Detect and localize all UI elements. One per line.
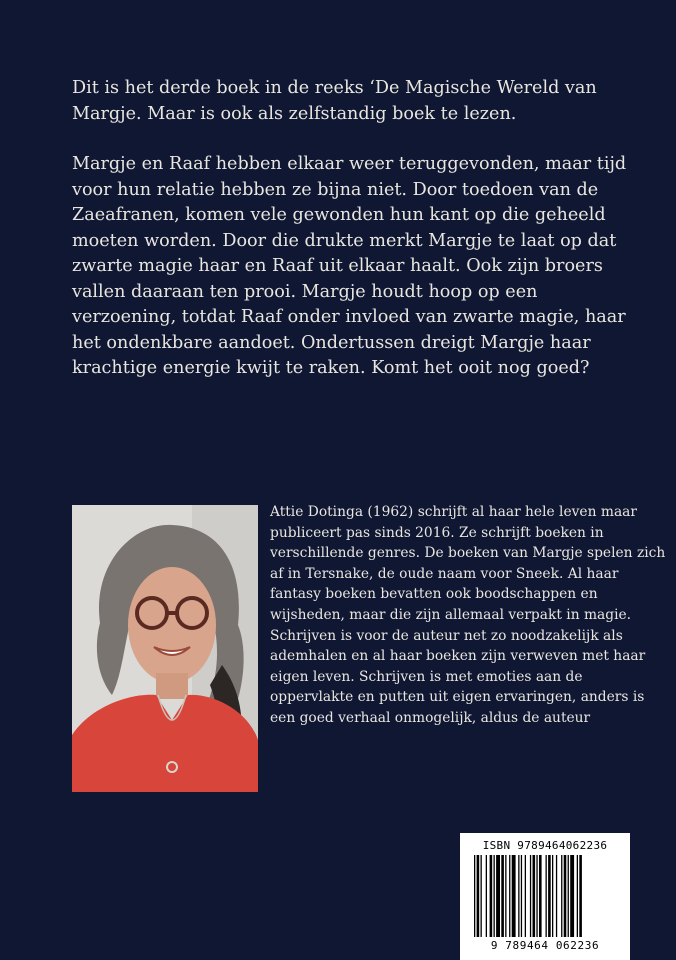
author-bio [270, 502, 670, 729]
isbn-label: ISBN 9789464062236 [482, 839, 608, 852]
isbn-digits: 9 789464 062236 [490, 939, 600, 952]
barcode-bars [460, 833, 630, 943]
back-cover-blurb [72, 76, 632, 382]
isbn-barcode [460, 833, 630, 960]
author-bio-text: Attie Dotinga (1962) schrijft al haar hele leven maar publiceert pas sinds 2016. Ze schrijft boeken in verschillende genres. De boeken van Margje spelen zich af in Tersnake, de oude naam voor Sneek. Al haar fantasy boeken bevatten ook boodschappen en wijsheden, maar die zijn allemaal verpakt in magie. Schrijven is voor de auteur net zo noodzakelijk als ademhalen en al haar boeken zijn verweven met haar eigen leven. Schrijven is met emoties aan de oppervlakte en putten uit eigen ervaringen, anders is een goed verhaal onmogelijk, aldus de auteur [270, 504, 666, 726]
synopsis-paragraph: Margje en Raaf hebben elkaar weer teruggevonden, maar tijd voor hun relatie hebben ze bijna niet. Door toedoen van de Zaeafranen, komen vele gewonden hun kant op die geheeld moeten worden. Door die drukte merkt Margje te laat op dat zwarte magie haar en Raaf uit elkaar haalt. Ook zijn broers vallen daaraan ten prooi. Margje houdt hoop op een verzoening, totdat Raaf onder invloed van zwarte magie, haar het ondenkbare aandoet. Ondertussen dreigt Margje haar krachtige energie kwijt te raken. Komt het ooit nog goed? [72, 154, 627, 378]
intro-paragraph: Dit is het derde boek in de reeks ‘De Magische Wereld van Margje. Maar is ook als zelfstandig boek te lezen. [72, 78, 597, 124]
author-photo [72, 505, 258, 792]
